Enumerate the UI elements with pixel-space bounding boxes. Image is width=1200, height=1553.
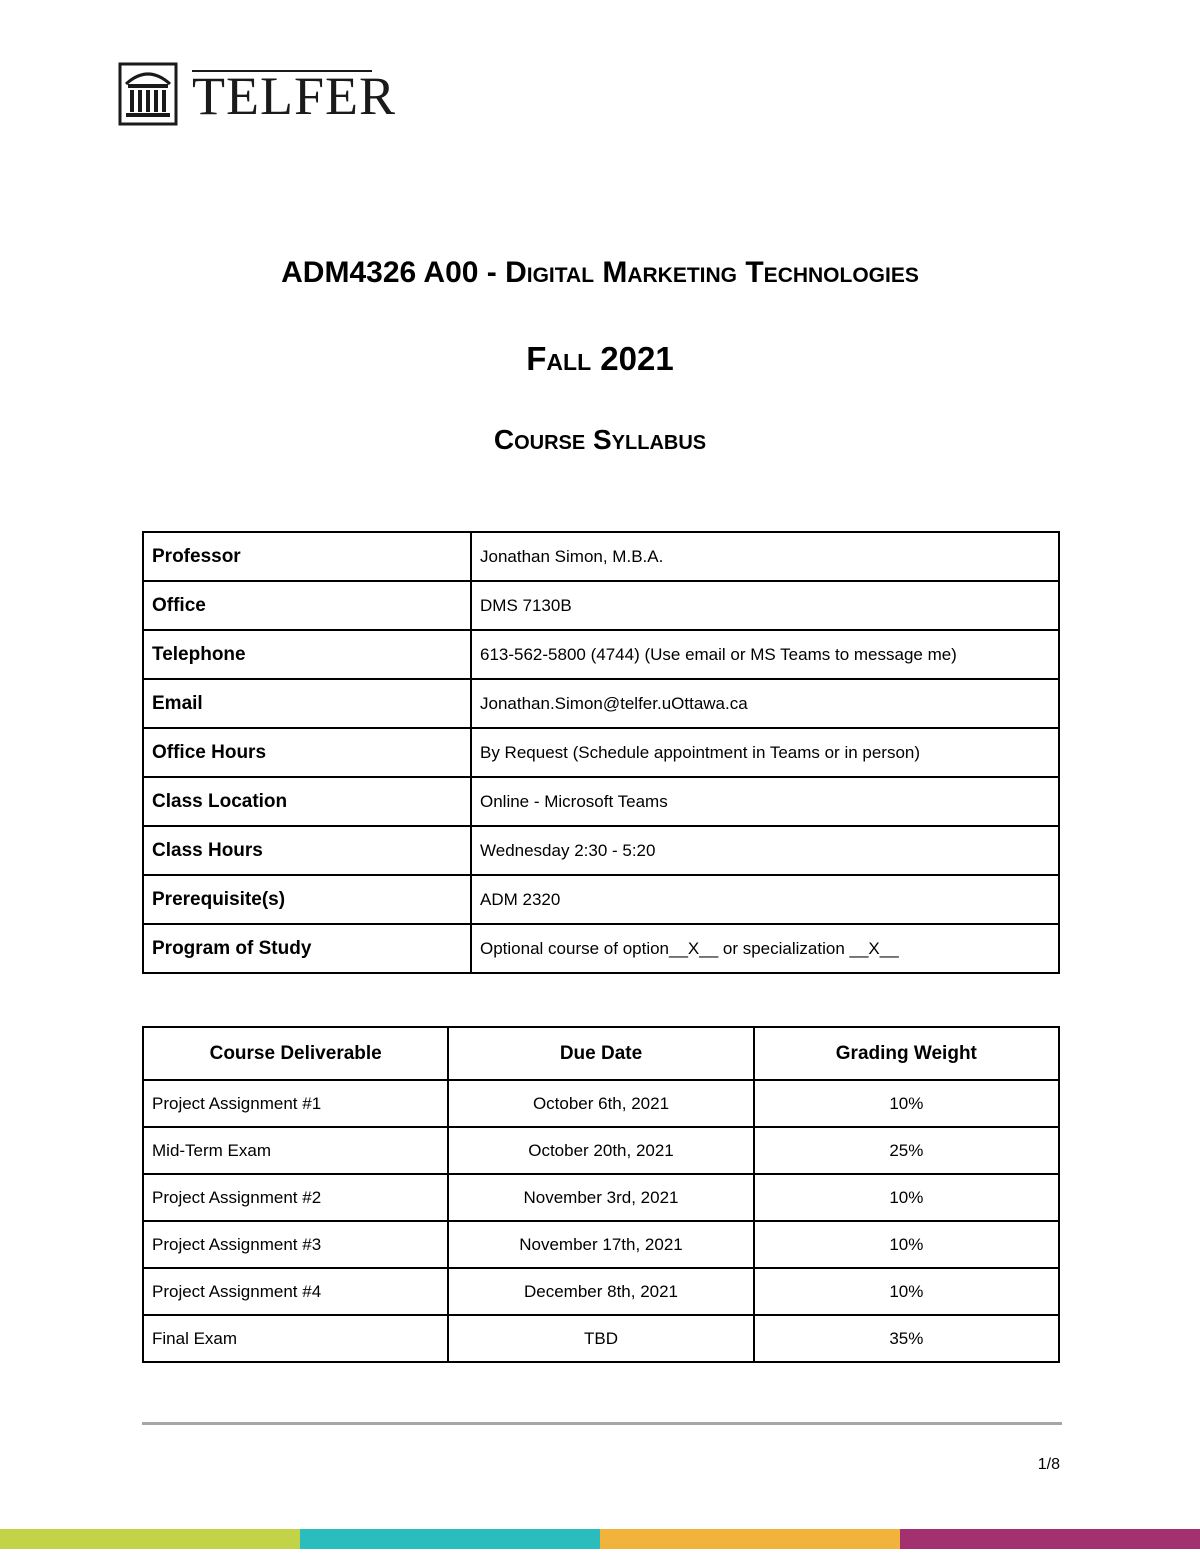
table-row <box>143 826 1059 875</box>
deliverable-cell: Project Assignment #3 <box>143 1221 448 1268</box>
weight-cell: 10% <box>754 1221 1059 1268</box>
table-row <box>143 1127 1059 1174</box>
color-bar <box>900 1529 1200 1549</box>
info-label: Prerequisite(s) <box>143 875 471 924</box>
info-label: Telephone <box>143 630 471 679</box>
grading-table <box>142 1026 1060 1363</box>
document-title: Course Syllabus <box>493 424 707 455</box>
footer-divider <box>142 1422 1062 1425</box>
color-bar <box>0 1529 300 1549</box>
info-label: Class Hours <box>143 826 471 875</box>
logo-word: TELFER <box>192 66 396 126</box>
weight-cell: 25% <box>754 1127 1059 1174</box>
weight-cell: 10% <box>754 1080 1059 1127</box>
table-row <box>143 630 1059 679</box>
info-label: Office <box>143 581 471 630</box>
due-date-cell: December 8th, 2021 <box>448 1268 753 1315</box>
color-bar <box>600 1529 900 1549</box>
table-row <box>143 1315 1059 1362</box>
deliverable-cell: Project Assignment #1 <box>143 1080 448 1127</box>
info-label: Program of Study <box>143 924 471 973</box>
building-icon <box>118 58 180 126</box>
weight-cell: 10% <box>754 1268 1059 1315</box>
color-bar-strip <box>0 1529 1200 1549</box>
telfer-logo <box>118 58 396 126</box>
table-row <box>143 875 1059 924</box>
course-info-table <box>142 531 1060 974</box>
table-row <box>143 924 1059 973</box>
table-row <box>143 1268 1059 1315</box>
email-link[interactable]: Jonathan.Simon@telfer.uOttawa.ca <box>471 679 1059 728</box>
info-value: DMS 7130B <box>471 581 1059 630</box>
info-value: ADM 2320 <box>471 875 1059 924</box>
course-title: ADM4326 A00 - Digital Marketing Technologies <box>281 256 919 289</box>
color-bar <box>300 1529 600 1549</box>
info-label: Professor <box>143 532 471 581</box>
info-value: Online - Microsoft Teams <box>471 777 1059 826</box>
table-row <box>143 532 1059 581</box>
info-label: Email <box>143 679 471 728</box>
due-date-cell: October 20th, 2021 <box>448 1127 753 1174</box>
column-header: Grading Weight <box>754 1027 1059 1080</box>
due-date-cell: November 17th, 2021 <box>448 1221 753 1268</box>
weight-cell: 10% <box>754 1174 1059 1221</box>
info-value: Optional course of option__X__ or specialization __X__ <box>471 924 1059 973</box>
table-row <box>143 1174 1059 1221</box>
table-row <box>143 1221 1059 1268</box>
table-row <box>143 1080 1059 1127</box>
due-date-cell: TBD <box>448 1315 753 1362</box>
table-row <box>143 777 1059 826</box>
info-value: Jonathan Simon, M.B.A. <box>471 532 1059 581</box>
table-header-row <box>143 1027 1059 1080</box>
info-label: Office Hours <box>143 728 471 777</box>
weight-cell: 35% <box>754 1315 1059 1362</box>
info-value: 613-562-5800 (4744) (Use email or MS Teams to message me) <box>471 630 1059 679</box>
table-row <box>143 581 1059 630</box>
page-number: 1/8 <box>1037 1456 1060 1473</box>
info-label: Class Location <box>143 777 471 826</box>
table-row <box>143 679 1059 728</box>
column-header: Course Deliverable <box>143 1027 448 1080</box>
due-date-cell: October 6th, 2021 <box>448 1080 753 1127</box>
deliverable-cell: Project Assignment #2 <box>143 1174 448 1221</box>
term-title: Fall 2021 <box>526 340 674 377</box>
info-value: By Request (Schedule appointment in Teams or in person) <box>471 728 1059 777</box>
due-date-cell: November 3rd, 2021 <box>448 1174 753 1221</box>
deliverable-cell: Project Assignment #4 <box>143 1268 448 1315</box>
column-header: Due Date <box>448 1027 753 1080</box>
info-value: Wednesday 2:30 - 5:20 <box>471 826 1059 875</box>
table-row <box>143 728 1059 777</box>
deliverable-cell: Mid-Term Exam <box>143 1127 448 1174</box>
deliverable-cell: Final Exam <box>143 1315 448 1362</box>
